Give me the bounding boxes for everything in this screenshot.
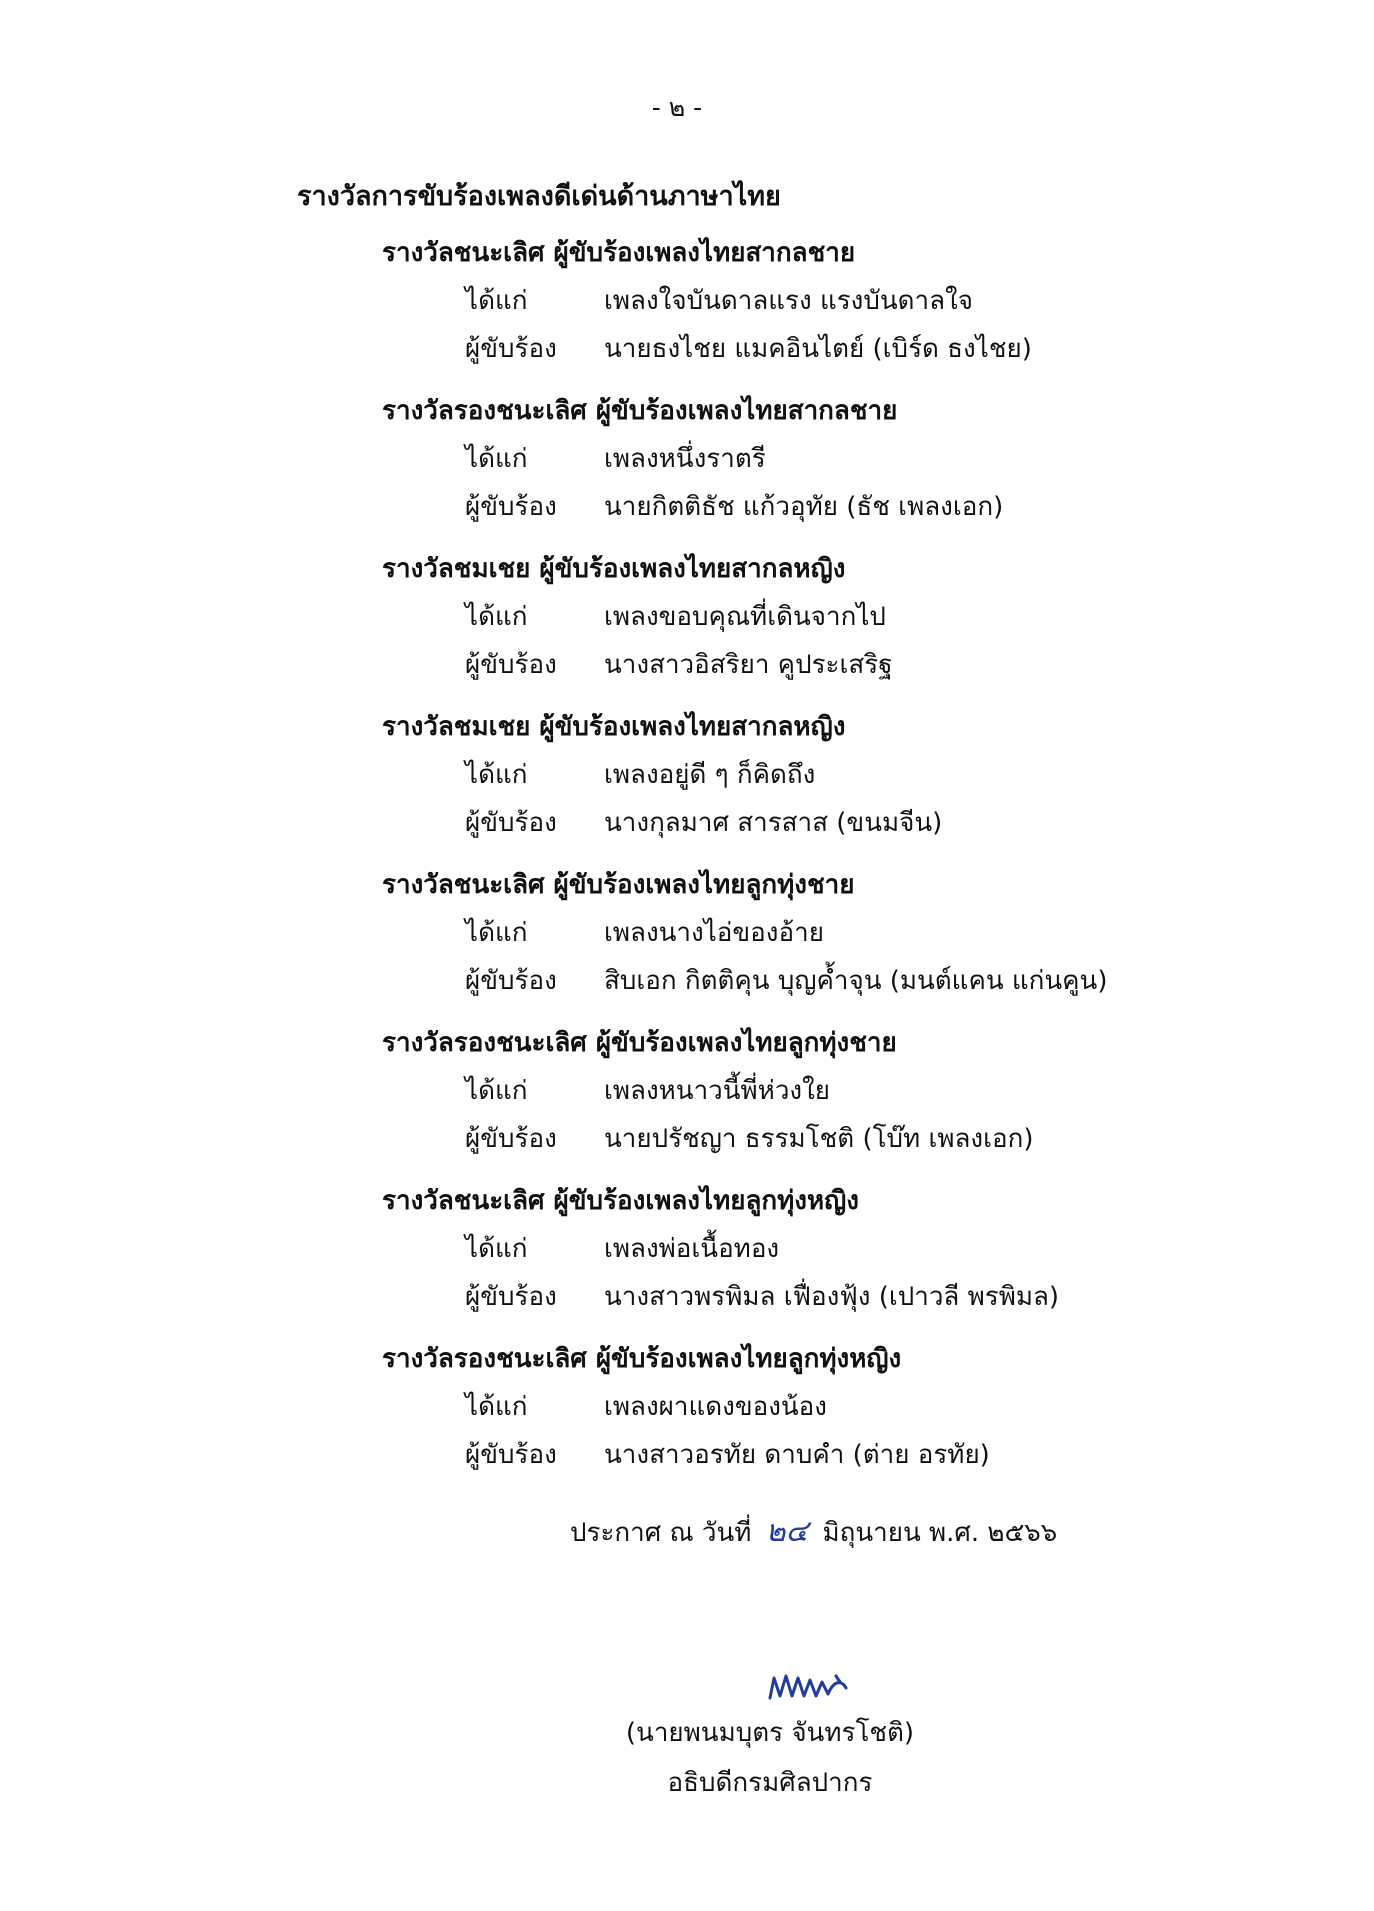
song-name: เพลงผาแดงของน้อง	[604, 1392, 827, 1422]
song-label: ได้แก่	[465, 1392, 528, 1422]
singer-label: ผู้ขับร้อง	[465, 1282, 557, 1312]
award-entry	[0, 868, 1374, 1026]
song-label: ได้แก่	[465, 918, 528, 948]
main-heading: รางวัลการขับร้องเพลงดีเด่นด้านภาษาไทย	[297, 181, 781, 212]
award-entry	[0, 552, 1374, 710]
announcement-prefix: ประกาศ ณ วันที่	[570, 1518, 752, 1548]
song-label: ได้แก่	[465, 1234, 528, 1264]
singer-name: นายธงไชย แมคอินไตย์ (เบิร์ด ธงไชย)	[604, 334, 1032, 364]
song-name: เพลงนางไอ่ของอ้าย	[604, 918, 824, 948]
award-title: รางวัลชนะเลิศ ผู้ขับร้องเพลงไทยลูกทุ่งหญิง	[382, 1186, 859, 1216]
signer-name: (นายพนมบุตร จันทรโชติ)	[625, 1718, 915, 1748]
singer-label: ผู้ขับร้อง	[465, 966, 557, 996]
singer-name: นางสาวอรทัย ดาบคำ (ต่าย อรทัย)	[604, 1440, 990, 1470]
signature-mark	[766, 1668, 856, 1708]
award-entry	[0, 394, 1374, 552]
award-entry	[0, 1342, 1374, 1500]
award-title: รางวัลชนะเลิศ ผู้ขับร้องเพลงไทยสากลชาย	[382, 238, 856, 268]
signer-position: อธิบดีกรมศิลปากร	[667, 1768, 873, 1798]
singer-label: ผู้ขับร้อง	[465, 1124, 557, 1154]
singer-label: ผู้ขับร้อง	[465, 650, 557, 680]
award-title: รางวัลชนะเลิศ ผู้ขับร้องเพลงไทยลูกทุ่งชาย	[382, 870, 855, 900]
singer-label: ผู้ขับร้อง	[465, 1440, 557, 1470]
singer-name: นายปรัชญา ธรรมโชติ (โบ๊ท เพลงเอก)	[604, 1124, 1034, 1154]
award-entry	[0, 710, 1374, 868]
song-label: ได้แก่	[465, 602, 528, 632]
song-label: ได้แก่	[465, 444, 528, 474]
award-entry	[0, 236, 1374, 394]
song-name: เพลงอยู่ดี ๆ ก็คิดถึง	[604, 760, 816, 790]
song-name: เพลงหนึ่งราตรี	[604, 444, 766, 474]
song-name: เพลงพ่อเนื้อทอง	[604, 1234, 780, 1264]
page-number: - ๒ -	[651, 93, 703, 122]
song-name: เพลงขอบคุณที่เดินจากไป	[604, 602, 886, 632]
announcement-line	[570, 1515, 1057, 1550]
award-title: รางวัลชมเชย ผู้ขับร้องเพลงไทยสากลหญิง	[382, 712, 846, 742]
singer-label: ผู้ขับร้อง	[465, 808, 557, 838]
announcement-month-year: มิถุนายน พ.ศ. ๒๕๖๖	[822, 1518, 1058, 1548]
award-list	[0, 236, 1374, 1500]
award-entry	[0, 1026, 1374, 1184]
song-name: เพลงหนาวนี้พี่ห่วงใย	[604, 1076, 831, 1106]
singer-name: นางกุลมาศ สารสาส (ขนมจีน)	[604, 808, 943, 838]
award-title: รางวัลรองชนะเลิศ ผู้ขับร้องเพลงไทยลูกทุ่งชาย	[382, 1028, 897, 1058]
singer-name: นางสาวอิสริยา คูประเสริฐ	[604, 650, 893, 680]
singer-label: ผู้ขับร้อง	[465, 334, 557, 364]
song-label: ได้แก่	[465, 760, 528, 790]
singer-label: ผู้ขับร้อง	[465, 492, 557, 522]
song-label: ได้แก่	[465, 1076, 528, 1106]
singer-name: นางสาวพรพิมล เฟื่องฟุ้ง (เปาวลี พรพิมล)	[604, 1282, 1060, 1312]
singer-name: สิบเอก กิตติคุน บุญค้ำจุน (มนต์แคน แก่นคูน)	[604, 966, 1108, 996]
award-title: รางวัลชมเชย ผู้ขับร้องเพลงไทยสากลหญิง	[382, 554, 846, 584]
award-entry	[0, 1184, 1374, 1342]
award-title: รางวัลรองชนะเลิศ ผู้ขับร้องเพลงไทยลูกทุ่งหญิง	[382, 1344, 902, 1374]
announcement-day-handwritten: ๒๔	[765, 1514, 809, 1549]
song-name: เพลงใจบันดาลแรง แรงบันดาลใจ	[604, 286, 974, 316]
award-title: รางวัลรองชนะเลิศ ผู้ขับร้องเพลงไทยสากลชาย	[382, 396, 898, 426]
singer-name: นายกิตติธัช แก้วอุทัย (ธัช เพลงเอก)	[604, 492, 1004, 522]
song-label: ได้แก่	[465, 286, 528, 316]
